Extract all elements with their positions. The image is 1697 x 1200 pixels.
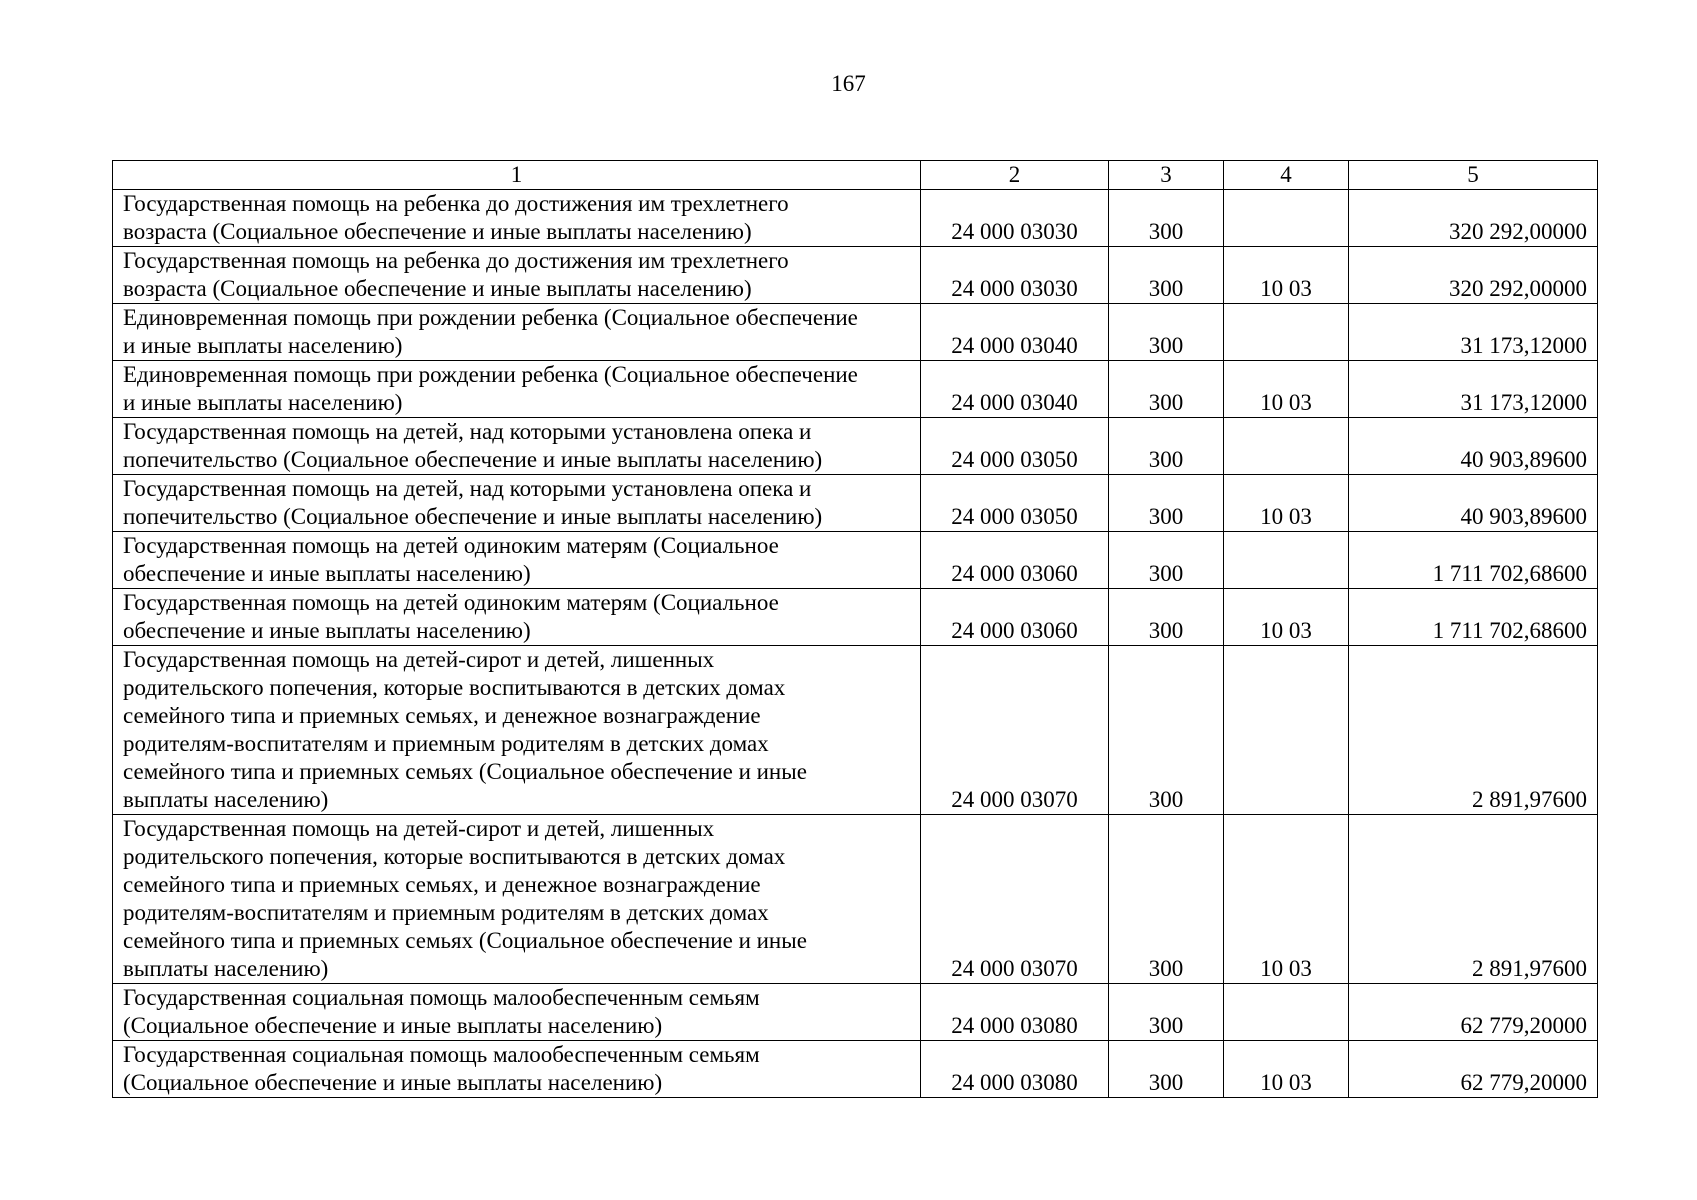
table-row — [113, 646, 1598, 815]
row-section-cell: 10 03 — [1224, 815, 1349, 984]
row-name-cell: Государственная помощь на детей одиноким матерям (Социальное обеспечение и иные выплаты населению) — [113, 589, 921, 646]
row-type-cell: 300 — [1109, 815, 1224, 984]
row-amount-cell: 40 903,89600 — [1349, 418, 1598, 475]
row-section-cell: 10 03 — [1224, 247, 1349, 304]
row-amount-cell: 320 292,00000 — [1349, 247, 1598, 304]
row-name-cell: Единовременная помощь при рождении ребенка (Социальное обеспечение и иные выплаты населению) — [113, 361, 921, 418]
row-code-cell: 24 000 03040 — [921, 304, 1109, 361]
row-code-cell: 24 000 03050 — [921, 475, 1109, 532]
row-code-cell: 24 000 03070 — [921, 815, 1109, 984]
row-section-cell: 10 03 — [1224, 361, 1349, 418]
row-type-cell: 300 — [1109, 984, 1224, 1041]
row-type-cell: 300 — [1109, 247, 1224, 304]
row-code-cell: 24 000 03030 — [921, 247, 1109, 304]
column-header: 3 — [1109, 161, 1224, 190]
row-section-cell: 10 03 — [1224, 475, 1349, 532]
column-header: 4 — [1224, 161, 1349, 190]
row-type-cell: 300 — [1109, 190, 1224, 247]
table-row — [113, 361, 1598, 418]
row-type-cell: 300 — [1109, 418, 1224, 475]
row-code-cell: 24 000 03060 — [921, 532, 1109, 589]
table-row — [113, 304, 1598, 361]
row-code-cell: 24 000 03080 — [921, 1041, 1109, 1098]
column-header: 1 — [113, 161, 921, 190]
row-name-cell: Государственная помощь на детей-сирот и детей, лишенных родительского попечения, которые воспитываются в детских домах семейного типа и приемных семьях, и денежное вознаграждение родителям-воспитателям и приемным родителям в детских домах семейного типа и приемных семьях (Социальное обеспечение и иные выплаты населению) — [113, 646, 921, 815]
table-row — [113, 475, 1598, 532]
row-section-cell — [1224, 418, 1349, 475]
row-name-cell: Государственная помощь на ребенка до достижения им трехлетнего возраста (Социальное обеспечение и иные выплаты населению) — [113, 247, 921, 304]
row-section-cell — [1224, 646, 1349, 815]
row-name-cell: Государственная социальная помощь малообеспеченным семьям (Социальное обеспечение и иные выплаты населению) — [113, 984, 921, 1041]
table-row — [113, 532, 1598, 589]
row-code-cell: 24 000 03070 — [921, 646, 1109, 815]
row-type-cell: 300 — [1109, 361, 1224, 418]
row-code-cell: 24 000 03080 — [921, 984, 1109, 1041]
row-type-cell: 300 — [1109, 475, 1224, 532]
table-row — [113, 1041, 1598, 1098]
table-body — [113, 190, 1598, 1098]
row-type-cell: 300 — [1109, 589, 1224, 646]
row-type-cell: 300 — [1109, 532, 1224, 589]
table-row — [113, 984, 1598, 1041]
table-row — [113, 815, 1598, 984]
row-amount-cell: 31 173,12000 — [1349, 361, 1598, 418]
column-header: 5 — [1349, 161, 1598, 190]
column-header: 2 — [921, 161, 1109, 190]
page-number: 167 — [831, 71, 866, 96]
row-name-cell: Государственная помощь на ребенка до достижения им трехлетнего возраста (Социальное обеспечение и иные выплаты населению) — [113, 190, 921, 247]
row-code-cell: 24 000 03040 — [921, 361, 1109, 418]
row-section-cell — [1224, 532, 1349, 589]
table-header-row — [113, 161, 1598, 190]
row-name-cell: Единовременная помощь при рождении ребенка (Социальное обеспечение и иные выплаты населению) — [113, 304, 921, 361]
table-row — [113, 190, 1598, 247]
table-row — [113, 589, 1598, 646]
row-amount-cell: 62 779,20000 — [1349, 984, 1598, 1041]
row-amount-cell: 31 173,12000 — [1349, 304, 1598, 361]
row-code-cell: 24 000 03030 — [921, 190, 1109, 247]
row-amount-cell: 40 903,89600 — [1349, 475, 1598, 532]
row-name-cell: Государственная помощь на детей, над которыми установлена опека и попечительство (Социальное обеспечение и иные выплаты населению) — [113, 418, 921, 475]
row-section-cell — [1224, 984, 1349, 1041]
row-section-cell — [1224, 304, 1349, 361]
row-type-cell: 300 — [1109, 1041, 1224, 1098]
table-row — [113, 247, 1598, 304]
row-amount-cell: 2 891,97600 — [1349, 815, 1598, 984]
row-name-cell: Государственная социальная помощь малообеспеченным семьям (Социальное обеспечение и иные выплаты населению) — [113, 1041, 921, 1098]
row-type-cell: 300 — [1109, 304, 1224, 361]
row-amount-cell: 2 891,97600 — [1349, 646, 1598, 815]
table-row — [113, 418, 1598, 475]
row-type-cell: 300 — [1109, 646, 1224, 815]
row-amount-cell: 320 292,00000 — [1349, 190, 1598, 247]
row-section-cell: 10 03 — [1224, 589, 1349, 646]
row-section-cell: 10 03 — [1224, 1041, 1349, 1098]
row-amount-cell: 62 779,20000 — [1349, 1041, 1598, 1098]
budget-table — [112, 160, 1598, 1098]
row-name-cell: Государственная помощь на детей-сирот и детей, лишенных родительского попечения, которые воспитываются в детских домах семейного типа и приемных семьях, и денежное вознаграждение родителям-воспитателям и приемным родителям в детских домах семейного типа и приемных семьях (Социальное обеспечение и иные выплаты населению) — [113, 815, 921, 984]
row-section-cell — [1224, 190, 1349, 247]
row-amount-cell: 1 711 702,68600 — [1349, 532, 1598, 589]
row-name-cell: Государственная помощь на детей, над которыми установлена опека и попечительство (Социальное обеспечение и иные выплаты населению) — [113, 475, 921, 532]
row-amount-cell: 1 711 702,68600 — [1349, 589, 1598, 646]
row-code-cell: 24 000 03050 — [921, 418, 1109, 475]
row-code-cell: 24 000 03060 — [921, 589, 1109, 646]
row-name-cell: Государственная помощь на детей одиноким матерям (Социальное обеспечение и иные выплаты населению) — [113, 532, 921, 589]
